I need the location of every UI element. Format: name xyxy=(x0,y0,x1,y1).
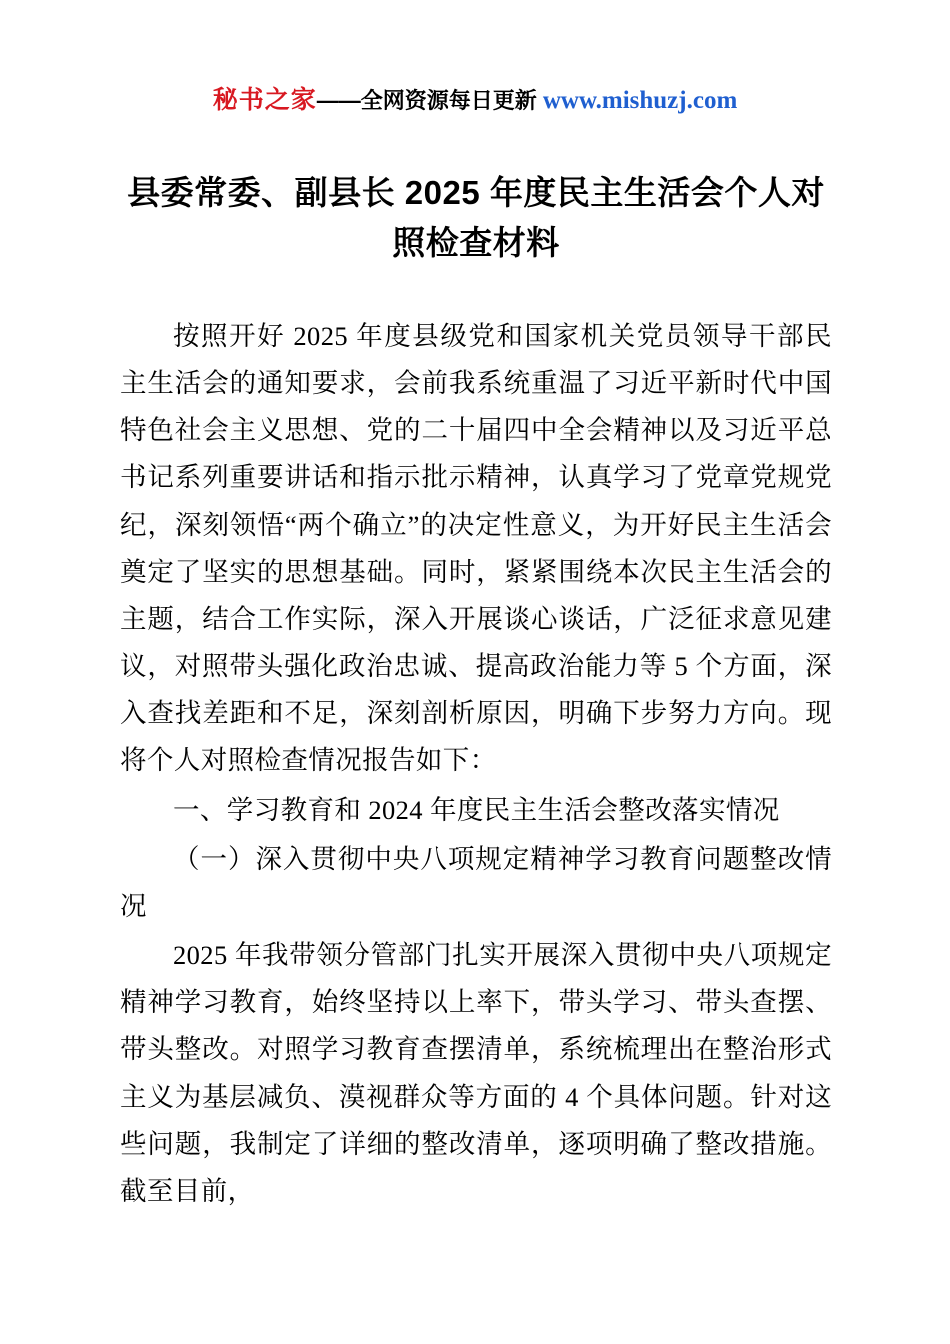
site-url-link[interactable]: www.mishuzj.com xyxy=(542,87,738,114)
heading-section-one: 一、学习教育和 2024 年度民主生活会整改落实情况 xyxy=(173,794,780,825)
site-watermark-banner xyxy=(0,88,950,113)
paragraph-subsection-one-1-body: 2025 年我带领分管部门扎实开展深入贯彻中央八项规定精神学习教育，始终坚持以上率下，带头学习、带头查摆、带头整改。对照学习教育查摆清单，系统梳理出在整治形式主义为基层减负、漠视群众等方面的 4 个具体问题。针对这些问题，我制定了详细的整改清单，逐项明确了整改措施。截至目前， xyxy=(120,940,832,1206)
document-body xyxy=(120,168,832,1215)
site-tagline: ——全网资源每日更新 xyxy=(316,88,543,113)
paragraph-intro: 按照开好 2025 年度县级党和国家机关党员领导干部民主生活会的通知要求，会前我系统重温了习近平新时代中国特色社会主义思想、党的二十届四中全会精神以及习近平总书记系列重要讲话和指示批示精神，认真学习了党章党规党纪，深刻领悟“两个确立”的决定性意义，为开好民主生活会奠定了坚实的思想基础。同时，紧紧围绕本次民主生活会的主题，结合工作实际，深入开展谈心谈话，广泛征求意见建议，对照带头强化政治忠诚、提高政治能力等 5 个方面，深入查找差距和不足，深刻剖析原因，明确下步努力方向。现将个人对照检查情况报告如下： xyxy=(120,321,832,776)
heading-subsection-one-1: （一）深入贯彻中央八项规定精神学习教育问题整改情况 xyxy=(120,843,832,921)
site-brand-name: 秘书之家 xyxy=(212,87,317,114)
page-title: 县委常委、副县长 2025 年度民主生活会个人对照检查材料 xyxy=(127,174,825,261)
